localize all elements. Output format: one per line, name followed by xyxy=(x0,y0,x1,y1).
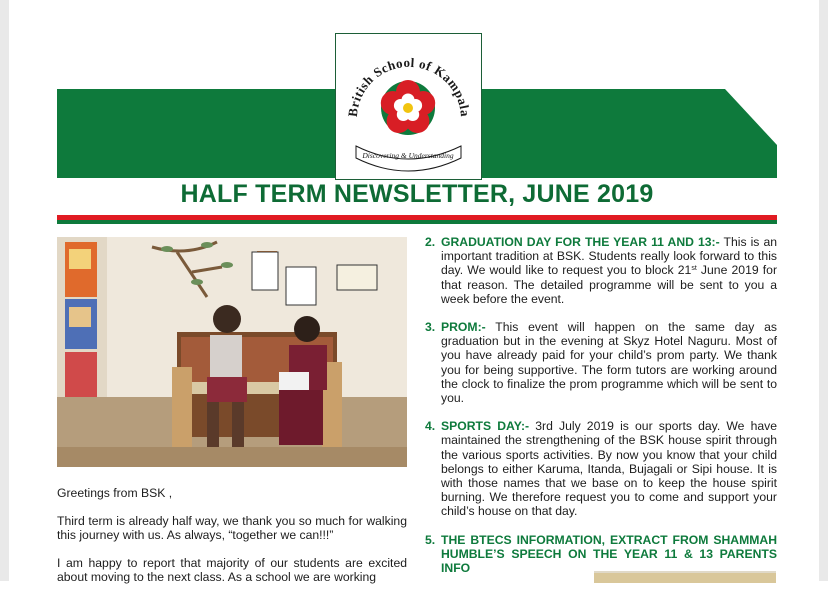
item-number: 2. xyxy=(425,235,436,249)
greeting: Greetings from BSK , xyxy=(57,486,173,500)
item-heading: THE BTECS INFORMATION, EXTRACT FROM SHAMMAH HUMBLE’S SPEECH ON THE YEAR 11 & 13 PARENTS INFO xyxy=(441,532,777,576)
right-column xyxy=(425,235,777,575)
item-superscript: st xyxy=(691,265,697,273)
school-crest-image xyxy=(336,34,481,179)
tudor-rose-icon xyxy=(381,80,435,135)
item-number: 3. xyxy=(425,320,436,335)
item-heading: SPORTS DAY:- xyxy=(441,419,530,434)
students-photo xyxy=(57,237,407,467)
item-text: This is an important tradition at BSK. Students really look forward to this day. We would like to request you to block 21 xyxy=(441,235,777,278)
page-edge-right xyxy=(819,0,828,581)
item-heading: PROM:- xyxy=(441,320,486,335)
list-item-graduation xyxy=(425,235,777,306)
logo-arc-text: British School of Kampala xyxy=(344,54,474,118)
newsletter-title: HALF TERM NEWSLETTER, JUNE 2019 xyxy=(180,180,654,208)
green-divider xyxy=(57,220,777,224)
school-logo xyxy=(335,33,482,180)
list-item-prom xyxy=(425,320,777,405)
item-heading: GRADUATION DAY FOR THE YEAR 11 AND 13:- xyxy=(441,235,720,249)
logo-motto: Discovering & Understanding xyxy=(362,151,454,160)
list-item-sports-day xyxy=(425,419,777,518)
item-number: 4. xyxy=(425,419,436,434)
item-text: This event will happen on the same day as graduation but in the evening at Skyz Hotel Naguru. Most of you have already paid for your child’s prom party. We thank you for being supportive. The form tutors are working around the clock to finalize the prom programme which will be sent to you. xyxy=(441,320,777,406)
btecs-photo xyxy=(594,571,776,583)
paragraph-1: Third term is already half way, we thank you so much for walking this journey with us. As always, “together we can!!!” xyxy=(57,514,407,542)
left-column xyxy=(57,486,407,598)
list-item-btecs xyxy=(425,533,777,576)
item-text: 3rd July 2019 is our sports day. We have maintained the strengthening of the BSK house spirit through the various sports activities. By now you know that your child belongs to either Karuma, Itanda, Bujagali or Sipi house. It is with those names that we base on to keep the house spirit burning. We therefore request you to come and support your child’s house on that day. xyxy=(441,419,777,519)
item-text-continued: June 2019 for that reason. The detailed programme will be sent to you a week before the event. xyxy=(441,263,777,306)
paragraph-2: I am happy to report that majority of our students are excited about moving to the next class. As a school we are working xyxy=(57,556,407,584)
page-edge-left xyxy=(0,0,9,581)
item-number: 5. xyxy=(425,532,436,547)
